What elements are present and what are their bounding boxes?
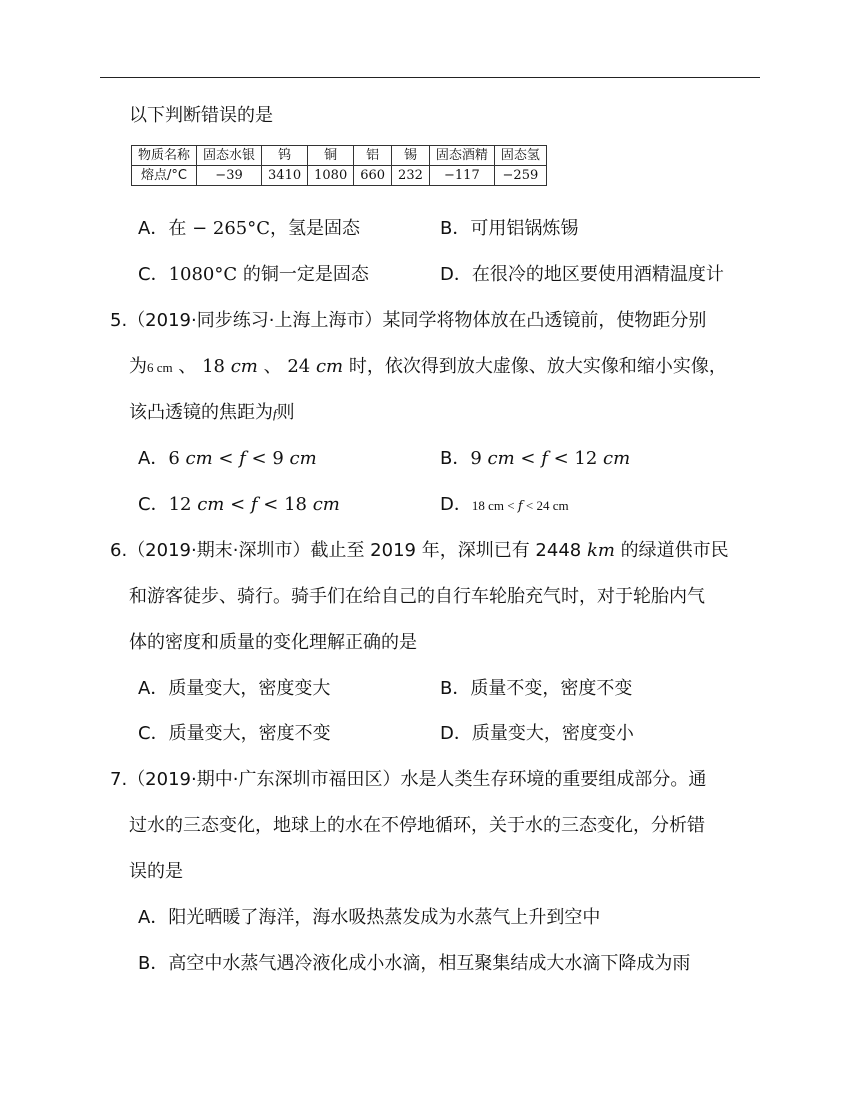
question-text: 时，依次得到放大虚像、放大实像和缩小实像， [343, 356, 727, 377]
math-inline: f [273, 406, 277, 421]
table-row [132, 166, 547, 186]
q5-line-3 [129, 401, 295, 426]
table-header-cell: 钨 [262, 146, 308, 166]
q7-option-a[interactable] [138, 906, 600, 930]
q5-line-1 [110, 309, 706, 333]
q6-option-c[interactable] [138, 722, 331, 746]
option-text: 在 [168, 218, 193, 239]
q5-option-d[interactable] [440, 493, 569, 518]
option-math: 6 𝑐𝑚 < 𝑓 < 9 𝑐𝑚 [168, 448, 317, 469]
option-text: 质量变大，密度变大 [168, 678, 331, 699]
table-cell: 熔点/°C [132, 166, 197, 186]
option-math: 9 𝑐𝑚 < 𝑓 < 12 𝑐𝑚 [470, 448, 631, 469]
option-letter: B． [440, 448, 471, 469]
option-letter: A． [138, 448, 169, 469]
option-text: 高空中水蒸气遇冷液化成小水滴，相互聚集结成大水滴下降成为雨 [168, 953, 691, 974]
table-cell: 232 [392, 166, 430, 186]
q7-line-1 [110, 768, 706, 792]
q6-option-d[interactable] [440, 722, 634, 746]
q6-line-3: 体的密度和质量的变化理解正确的是 [129, 632, 417, 653]
q6-option-a[interactable] [138, 677, 330, 701]
question-text: 、 [257, 356, 288, 377]
math-inline: 24 𝑐𝑚 [287, 356, 344, 377]
table-cell: 3410 [262, 166, 308, 186]
option-text: 质量变大，密度变小 [471, 723, 634, 744]
table-header-cell: 固态水银 [197, 146, 262, 166]
option-math: 18 cm < 𝑓 < 24 cm [471, 498, 569, 513]
question-intro: 以下判断错误的是 [129, 105, 273, 126]
option-text: 可用铝锅炼锡 [470, 218, 579, 239]
table-header-cell: 固态氢 [494, 146, 546, 166]
option-math: − 265°C [192, 218, 270, 239]
q7-option-b[interactable] [138, 952, 690, 976]
q7-line-3: 误的是 [129, 861, 183, 882]
option-text: 的铜一定是固态 [237, 264, 369, 285]
q5-line-2 [129, 355, 727, 380]
math-inline: 𝑘𝑚 [586, 540, 615, 561]
option-text: 质量变大，密度不变 [168, 723, 331, 744]
q4-option-c[interactable] [138, 263, 369, 287]
question-text: 该凸透镜的焦距为 [129, 402, 273, 423]
question-number: 6. [110, 540, 128, 561]
q6-option-b[interactable] [440, 677, 632, 701]
option-letter: A． [138, 678, 169, 699]
option-math: 12 𝑐𝑚 < 𝑓 < 18 𝑐𝑚 [168, 494, 340, 515]
option-letter: A． [138, 218, 169, 239]
option-letter: D． [440, 723, 472, 744]
q5-option-b[interactable] [440, 447, 630, 471]
question-text: 的绿道供市民 [614, 540, 729, 561]
q4-option-b[interactable] [440, 217, 578, 241]
math-inline: 18 𝑐𝑚 [202, 356, 258, 377]
question-number: 5. [110, 310, 128, 331]
question-text: 则 [276, 402, 295, 423]
option-text: 质量不变，密度不变 [470, 678, 633, 699]
option-letter: C． [138, 494, 169, 515]
q4-option-d[interactable] [440, 263, 724, 287]
table-header-cell: 锡 [392, 146, 430, 166]
table-header-cell: 铝 [354, 146, 392, 166]
q6-line-2: 和游客徒步、骑行。骑手们在给自己的自行车轮胎充气时，对于轮胎内气 [129, 586, 705, 607]
option-math: 1080°C [168, 264, 238, 285]
option-letter: D． [440, 494, 472, 515]
question-text: （2019·同步练习·上海上海市）某同学将物体放在凸透镜前，使物距分别 [127, 310, 707, 331]
table-cell: 660 [354, 166, 392, 186]
q6-line-1 [110, 539, 729, 563]
q5-option-c[interactable] [138, 493, 340, 517]
table-header-cell: 固态酒精 [429, 146, 494, 166]
table-row [132, 146, 547, 166]
table-cell: −117 [429, 166, 494, 186]
table-cell: −39 [197, 166, 262, 186]
question-text: 、 [172, 356, 203, 377]
question-text: （2019·期中·广东深圳市福田区）水是人类生存环境的重要组成部分。通 [127, 769, 707, 790]
q4-option-a[interactable] [138, 217, 360, 241]
option-letter: C． [138, 723, 169, 744]
math-inline: 6 cm [147, 360, 173, 375]
option-letter: B． [440, 678, 471, 699]
melting-point-table [131, 145, 547, 186]
header-rule [100, 77, 760, 78]
table-cell: −259 [494, 166, 546, 186]
option-letter: A． [138, 907, 169, 928]
question-text: 为 [129, 356, 147, 377]
option-text: 阳光晒暖了海洋，海水吸热蒸发成为水蒸气上升到空中 [168, 907, 601, 928]
option-letter: B． [138, 953, 169, 974]
table-cell: 1080 [308, 166, 354, 186]
option-letter: C． [138, 264, 169, 285]
q7-line-2: 过水的三态变化，地球上的水在不停地循环，关于水的三态变化，分析错 [129, 815, 705, 836]
option-letter: B． [440, 218, 471, 239]
question-text: （2019·期末·深圳市）截止至 2019 年，深圳已有 2448 [127, 540, 587, 561]
question-number: 7. [110, 769, 128, 790]
table-header-cell: 物质名称 [132, 146, 197, 166]
option-text: ，氢是固态 [270, 218, 360, 239]
table-header-cell: 铜 [308, 146, 354, 166]
option-text: 在很冷的地区要使用酒精温度计 [471, 264, 724, 285]
option-letter: D． [440, 264, 472, 285]
q5-option-a[interactable] [138, 447, 317, 471]
